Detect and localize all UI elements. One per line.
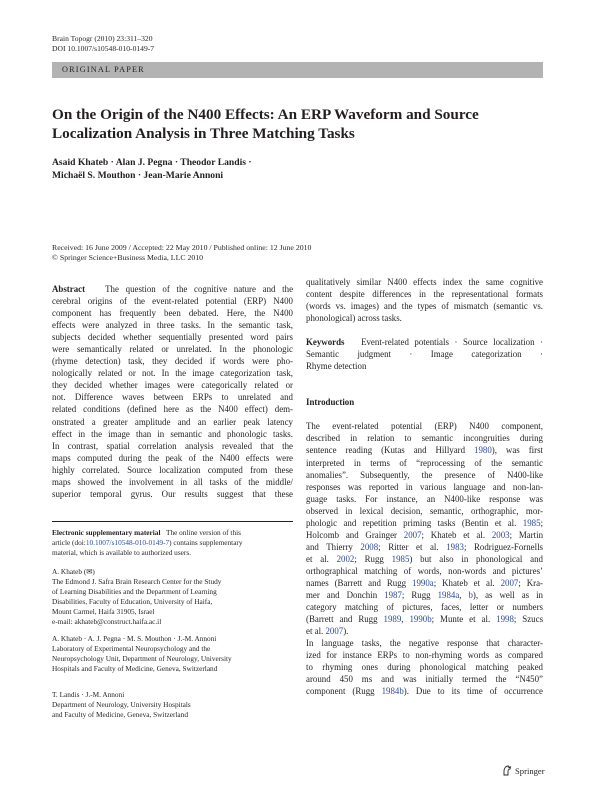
affiliation-geneva-neuropsychology [52,634,293,674]
affiliation-line: Disabilities, Faculty of Education, University of Haifa, [52,596,213,606]
affiliation-line: Laboratory of Experimental Neuropsychology and the [52,643,211,653]
paper-title [52,105,543,143]
keywords-text: Event-related potentials · Source localization · [361,337,544,348]
text-run: names (Barrett and Rugg [306,577,413,588]
affiliation-line: of Learning Disabilities and the Department of Learning [52,586,217,596]
text-run: ). Due to its time of occurrence [403,686,543,697]
text-run: component (Rugg [306,686,382,697]
abstract-continuation [306,276,543,324]
text-run: ; Munte et al. [431,614,497,625]
affiliation-line: The Edmond J. Safra Brain Research Center for the Study [52,576,222,586]
publisher-logo [502,765,545,776]
journal-reference: Brain Topogr (2010) 23:311–320 [52,34,153,43]
abstract-label: Abstract [52,284,86,294]
abstract-line: In contrast, spatial correlation analysis revealed that the [52,440,293,451]
citation-link[interactable]: b [468,590,473,601]
abstract-line: subjects decided whether sequentially presented word pairs [52,332,293,343]
introduction-line [306,613,543,625]
text-run: guage tasks. For instance, an N400-like response was [306,493,543,504]
citation-link[interactable]: 2002 [336,553,355,564]
introduction-heading: Introduction [306,397,355,408]
citation-link[interactable]: 1998 [496,614,514,625]
keywords-line-2: Semantic judgment · Image categorization · [306,349,543,360]
text-run: ; Khateb et al. [421,529,492,540]
text-run: ; Khateb et al. [433,577,501,588]
author-line: Michaël S. Mouthon · Jean-Marie Annoni [52,170,224,181]
esm-label: Electronic supplementary material [52,528,161,537]
esm-doi-link[interactable]: 10.1007/s10548-010-0149-7 [85,537,170,547]
text-run: ; Rodriguez-Fornells [463,541,543,552]
title-line: On the Origin of the N400 Effects: An ERP Waveform and Source [52,106,479,123]
abstract-line: not. Difference waves between ERPs to unrelated and [52,392,293,403]
introduction-line [306,577,543,589]
text-run: orthographical matching of words, non-words and pictures’ [306,565,543,576]
introduction-line [306,625,543,637]
text-run: to rhyming ones during phonological matching peaked [306,662,543,673]
text-run: sentence reading (Kutas and Hillyard [306,445,475,456]
citation-link[interactable]: 1990a [412,577,434,588]
text-run: Holcomb and Grainger [306,529,404,540]
introduction-line [306,673,543,685]
introduction-line [306,541,543,553]
article-type-banner [52,62,543,78]
text-run: anomalies”. Subsequently, the presence of N400-like [306,469,543,480]
text-run: ) but also in phonological and [409,553,543,564]
text-run: described in relation to semantic incongruities during [306,433,543,444]
keywords-label: Keywords [306,337,345,348]
introduction-line [306,469,543,481]
text-run: observed in lexical decision, semantic, orthographic, mor- [306,505,543,516]
text-run: ; Szucs [513,614,544,625]
text-run: ), was first [491,445,543,456]
affiliation-line: Department of Neurology, University Hospitals [52,699,191,709]
abstract-line: were semantically related or unrelated. In the phonologic [52,344,293,355]
citation-link[interactable]: 2007 [325,626,344,637]
abstract-line: effect in the image than in semantic and phonologic tasks. [52,428,293,439]
abstract-line: cerebral origins of the event-related potential (ERP) N400 [52,296,293,307]
abstract-column [52,283,293,500]
footnote-rule [52,521,293,522]
abstract-first-line-text: The question of the cognitive nature and the [105,284,294,294]
introduction-line [306,432,543,444]
citation-link[interactable]: 1989 [383,614,402,625]
citation-link[interactable]: 1984a [437,590,460,601]
abstract-line: onstrated a greater amplitude and an earlier peak latency [52,416,293,427]
keywords-line-3: Rhyme detection [306,361,367,372]
text-run: et al. [306,626,326,637]
text-run: ). [343,626,349,637]
citation-link[interactable]: 2007 [500,577,519,588]
introduction-line [306,589,543,601]
introduction-line [306,529,543,541]
affiliation-line: A. Khateb · A. J. Pegna · M. S. Mouthon · J.-M. Annoni [52,634,217,643]
introduction-line [306,553,543,565]
title-line: Localization Analysis in Three Matching Tasks [52,125,355,142]
affiliation-khateb [52,567,293,626]
introduction-line [306,481,543,493]
citation-link[interactable]: 2007 [403,529,422,540]
introduction-line [306,505,543,517]
affiliation-line: Hospitals and Faculty of Medicine, Geneva, Switzerland [52,663,218,673]
text-run: and Thierry [306,541,361,552]
text-run: mer and Donchin [306,590,385,601]
introduction-line [306,517,543,529]
copyright: © Springer Science+Business Media, LLC 2010 [52,253,204,262]
abstract-body [52,295,293,500]
publication-history: Received: 16 June 2009 / Accepted: 22 May 2010 / Published online: 12 June 2010 [52,243,312,252]
introduction-line [306,637,543,649]
publisher-name: Springer [515,765,545,776]
introduction-body [306,420,543,697]
text-run: around 450 ms and was initially termed the “N450” [306,674,543,685]
abstract-line: (words vs. images) and the types of mismatch (semantic vs. [306,301,543,312]
abstract-line: qualitatively similar N400 effects index the same cognitive [306,277,543,287]
affiliation-line: e-mail: akhateb@construct.haifa.ac.il [52,616,162,626]
article-type-label: ORIGINAL PAPER [62,65,145,74]
affiliation-line: A. Khateb (✉) [52,567,95,576]
doi: DOI 10.1007/s10548-010-0149-7 [52,44,155,53]
abstract-line: content despite differences in the representational formats [306,289,543,300]
citation-link[interactable]: 1985 [391,553,410,564]
citation-link[interactable]: 1980 [474,445,492,456]
abstract-line: maps showed the involvement in all tasks of the middle/ [52,476,293,487]
abstract-line: phonological) across tasks. [306,313,402,324]
abstract-line: related conditions (defined here as the N400 effect) dem- [52,404,293,415]
introduction-line [306,661,543,673]
affiliation-geneva-neurology [52,690,293,720]
text-run: ; Kra- [518,577,543,588]
affiliation-line: and Faculty of Medicine, Geneva, Switzerland [52,709,188,719]
abstract-line: maps computed during the peak of the N400 effects were [52,452,293,463]
springer-horse-icon [502,765,512,776]
text-run: ; [540,517,543,528]
esm-text-line3: material, which is available to authorized users. [52,547,191,557]
abstract-line: effects were analyzed in three tasks. In the semantic task, [52,320,293,331]
esm-text-pre: article (doi: [52,537,86,547]
introduction-line [306,565,543,577]
text-run: ), as well as in [472,590,543,601]
affiliation-line: T. Landis · J.-M. Annoni [52,690,125,699]
citation-link[interactable]: 1990b [409,614,432,625]
introduction-line [306,685,543,697]
abstract-line: highly correlated. Source localization computed from these [52,464,293,475]
text-run: ized for instance ERPs to non-rhyming words as compared [306,650,543,661]
text-run: , [401,614,410,625]
introduction-line [306,649,543,661]
citation-link[interactable]: 1987 [384,590,402,601]
introduction-line [306,444,543,456]
text-run: responses was reported in various language and non-lan- [306,481,543,492]
text-run: ; Ritter et al. [378,541,447,552]
text-run: phologic and repetition priming tasks (Bentin et al. [306,517,523,528]
keywords-line-1 [306,336,543,348]
text-run: , [459,590,469,601]
introduction-line [306,420,543,432]
affiliation-line: Neuropsychology Unit, Department of Neurology, University [52,653,232,663]
citation-link[interactable]: 2008 [360,541,379,552]
text-run: ; Martin [509,529,544,540]
esm-text: The online version of this [165,528,241,537]
citation-link[interactable]: 1983 [446,541,464,552]
esm-text-post: ) contains supplementary [169,537,243,547]
text-run: (Barrett and Rugg [306,614,384,625]
text-run: interpreted in terms of “reprocessing of the semantic [306,457,543,468]
introduction-line [306,457,543,469]
abstract-first-line [52,283,293,295]
introduction-line [306,601,543,613]
introduction-line [306,493,543,505]
text-run: category matching of pictures, faces, letter or numbers [306,602,543,613]
abstract-line: nologically related or not. In the image categorization task, [52,368,293,379]
author-line: Asaid Khateb · Alan J. Pegna · Theodor Landis · [52,157,252,168]
text-run: et al. [306,553,337,564]
text-run: ; Rugg [354,553,392,564]
author-list [52,156,352,182]
citation-link[interactable]: 2003 [491,529,510,540]
supplementary-material-note [52,528,293,558]
text-run: In language tasks, the negative response that character- [306,638,543,649]
abstract-line: (rhyme detection) task, they decided if words were pho- [52,356,293,367]
abstract-line: they decided whether images were categorically related or [52,380,293,391]
citation-link[interactable]: 1984b [381,686,404,697]
affiliation-line: Mount Carmel, Haifa 31905, Israel [52,606,155,616]
right-column [306,276,543,697]
abstract-line: superior temporal gyrus. Our results suggest that these [52,488,293,499]
text-run: ; Rugg [401,590,438,601]
abstract-line: component has frequently been debated. Here, the N400 [52,308,293,319]
text-run: The event-related potential (ERP) N400 component, [306,421,543,432]
citation-link[interactable]: 1985 [522,517,541,528]
